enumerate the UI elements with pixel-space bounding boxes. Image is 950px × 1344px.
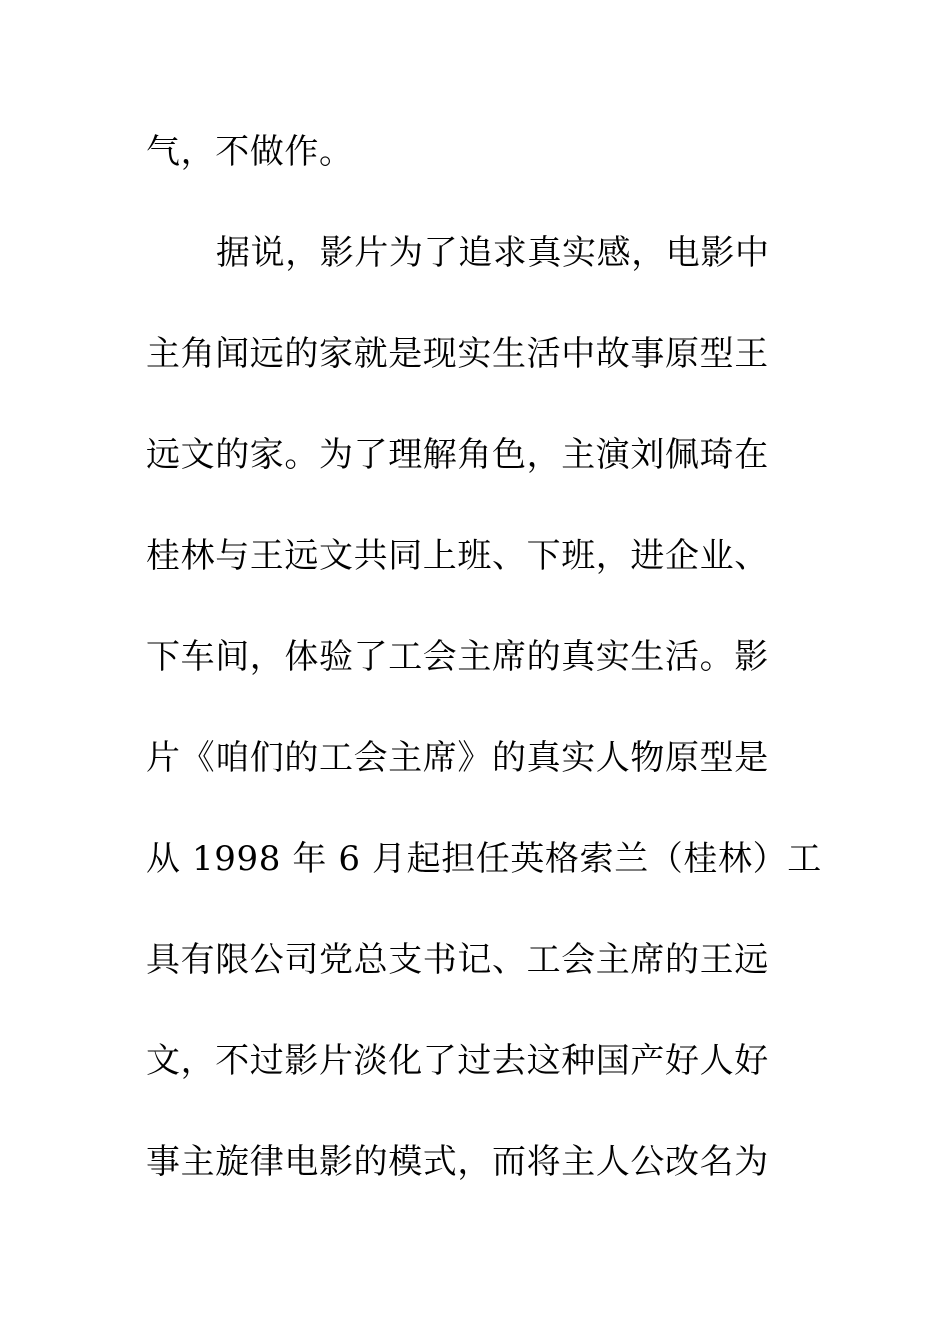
text-line: 具有限公司党总支书记、工会主席的王远: [146, 940, 769, 980]
paragraph-first-line: 据说，影片为了追求真实感，电影中: [216, 233, 770, 273]
text-line: 片《咱们的工会主席》的真实人物原型是: [146, 738, 769, 778]
text-line: 远文的家。为了理解角色，主演刘佩琦在: [146, 435, 769, 475]
text-line: 事主旋律电影的模式，而将主人公改名为: [146, 1142, 769, 1182]
body-text: [146, 122, 822, 1233]
text-line: 主角闻远的家就是现实生活中故事原型王: [146, 334, 769, 374]
text-line: 气，不做作。: [146, 132, 354, 172]
text-line: 下车间，体验了工会主席的真实生活。影: [146, 637, 769, 677]
text-line: 文，不过影片淡化了过去这种国产好人好: [146, 1041, 769, 1081]
text-line: 从 1998 年 6 月起担任英格索兰（桂林）工: [146, 839, 822, 879]
text-line: 桂林与王远文共同上班、下班，进企业、: [146, 536, 769, 576]
